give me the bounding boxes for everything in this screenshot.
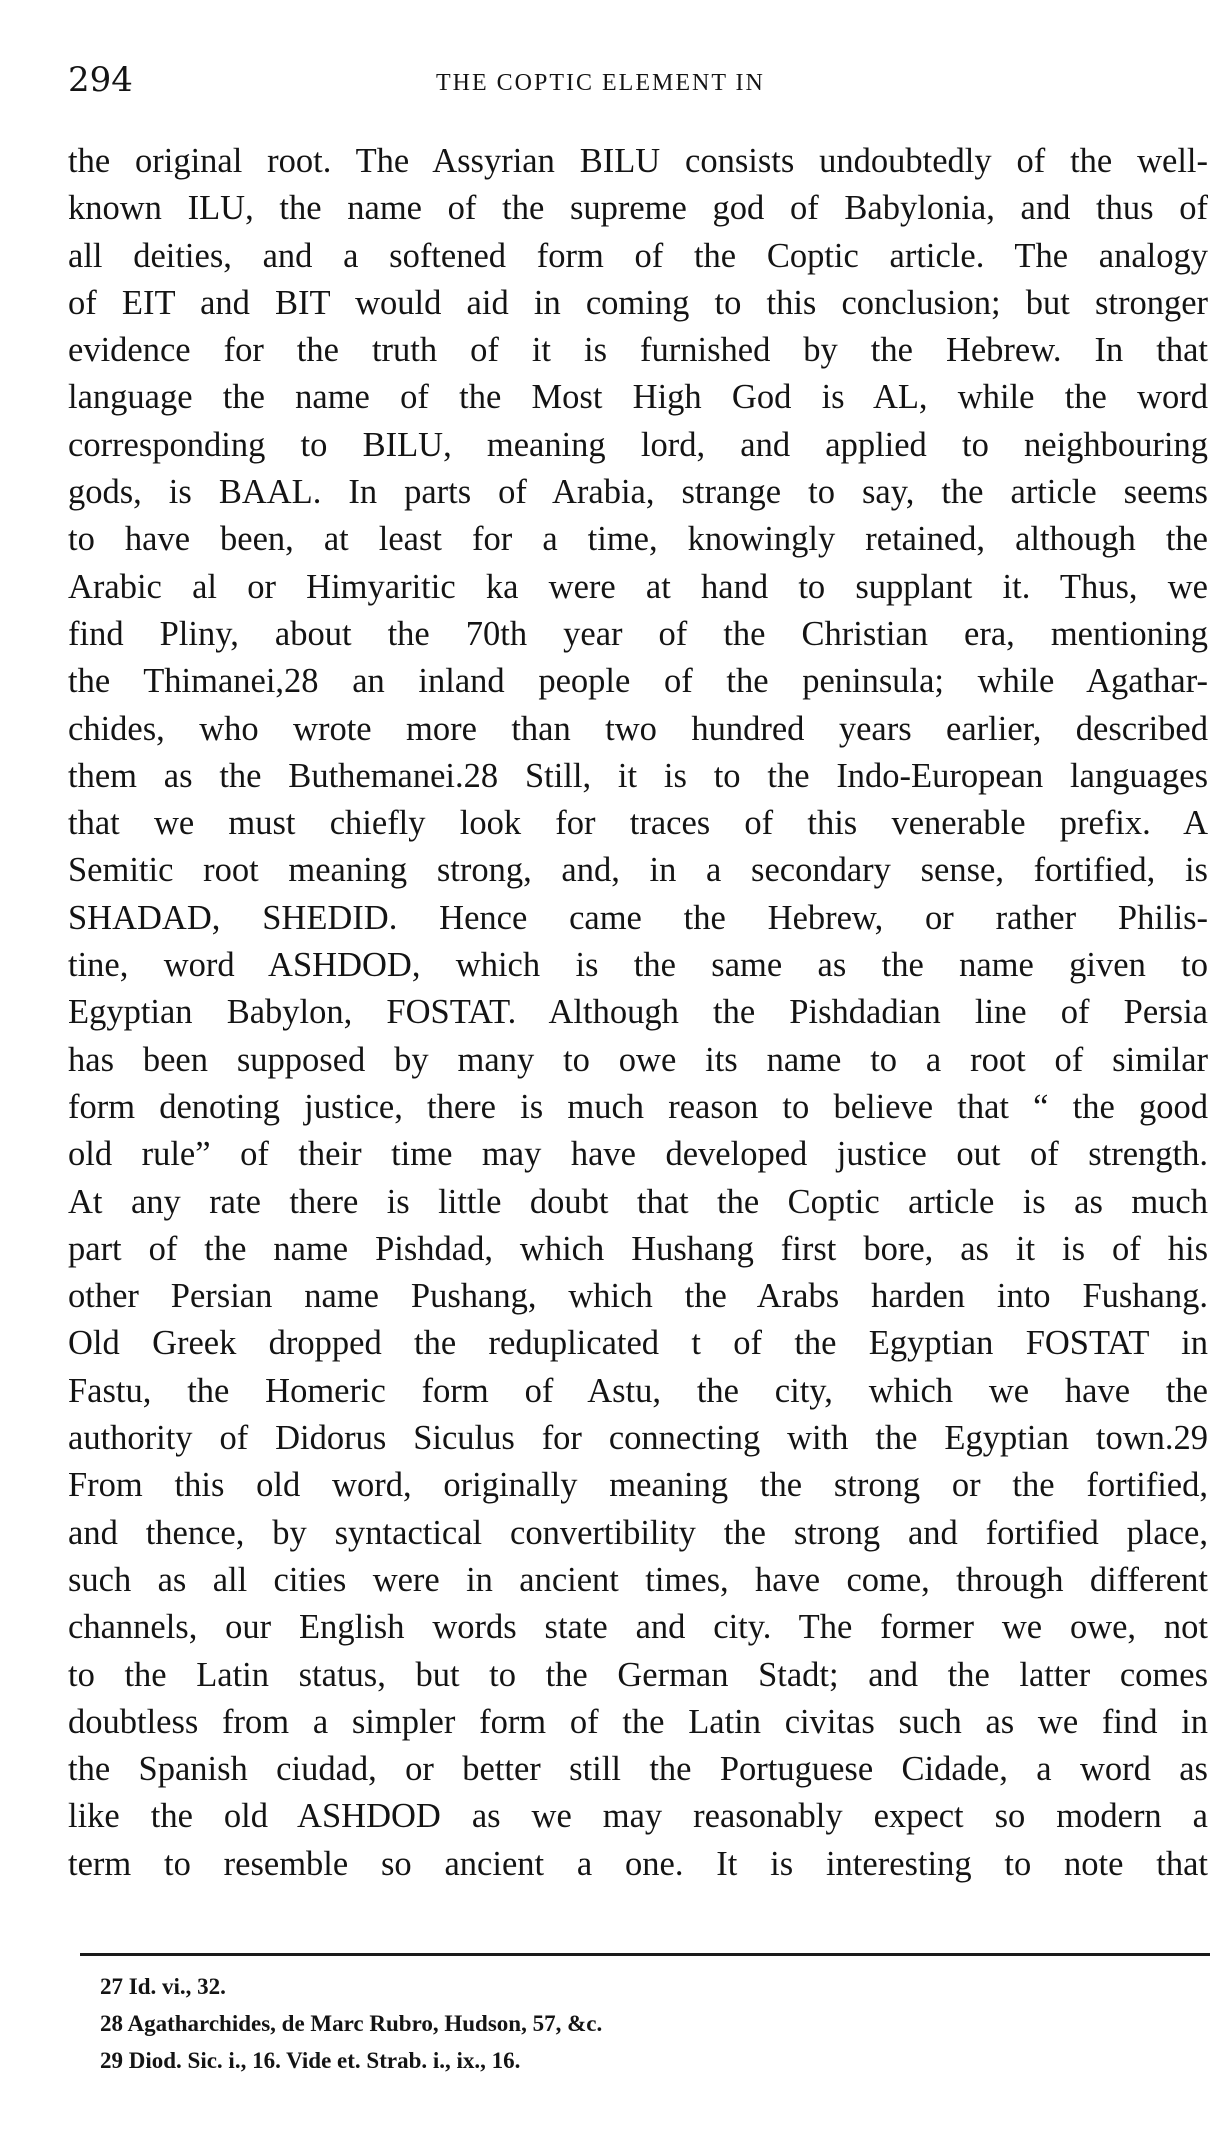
- text-line: language the name of the Most High God is AL, while the word: [68, 378, 1208, 417]
- text-line: such as all cities were in ancient times, have come, through different: [68, 1560, 1208, 1599]
- text-line: Semitic root meaning strong, and, in a secondary sense, fortified, is: [68, 851, 1208, 890]
- text-line: Old Greek dropped the reduplicated t of the Egyptian FOSTAT in: [68, 1324, 1208, 1363]
- text-line: corresponding to BILU, meaning lord, and applied to neighbouring: [68, 425, 1208, 464]
- text-line: SHADAD, SHEDID. Hence came the Hebrew, or rather Philis-: [68, 898, 1208, 937]
- text-line: Egyptian Babylon, FOSTAT. Although the Pishdadian line of Persia: [68, 993, 1208, 1032]
- text-line: At any rate there is little doubt that the Coptic article is as much: [68, 1182, 1208, 1221]
- text-line: term to resemble so ancient a one. It is interesting to note that: [68, 1844, 1208, 1883]
- text-line: evidence for the truth of it is furnished by the Hebrew. In that: [68, 331, 1208, 370]
- text-line: of EIT and BIT would aid in coming to this conclusion; but stronger: [68, 283, 1208, 322]
- page-number: 294: [68, 60, 133, 100]
- running-head: THE COPTIC ELEMENT IN: [436, 70, 765, 96]
- text-line: them as the Buthemanei.28 Still, it is to the Indo-European languages: [68, 756, 1208, 795]
- text-line: channels, our English words state and city. The former we owe, not: [68, 1608, 1208, 1647]
- text-line: doubtless from a simpler form of the Latin civitas such as we find in: [68, 1702, 1208, 1741]
- text-line: gods, is BAAL. In parts of Arabia, strange to say, the article seems: [68, 473, 1208, 512]
- text-line: known ILU, the name of the supreme god of Babylonia, and thus of: [68, 189, 1208, 228]
- text-line: authority of Didorus Siculus for connecting with the Egyptian town.29: [68, 1419, 1208, 1458]
- text-line: like the old ASHDOD as we may reasonably expect so modern a: [68, 1797, 1208, 1836]
- text-line: part of the name Pishdad, which Hushang first bore, as it is of his: [68, 1229, 1208, 1268]
- text-line: old rule” of their time may have developed justice out of strength.: [68, 1135, 1208, 1174]
- text-line: all deities, and a softened form of the Coptic article. The analogy: [68, 236, 1208, 275]
- footnote-27: 27 Id. vi., 32.: [100, 1974, 226, 1999]
- footnote-rule: [80, 1953, 1210, 1956]
- text-line: has been supposed by many to owe its name to a root of similar: [68, 1040, 1208, 1079]
- text-line: that we must chiefly look for traces of this venerable prefix. A: [68, 804, 1208, 843]
- text-line: to have been, at least for a time, knowingly retained, although the: [68, 520, 1208, 559]
- footnotes: [100, 1968, 1200, 2079]
- footnote-28: 28 Agatharchides, de Marc Rubro, Hudson, 57, &c.: [100, 2011, 603, 2036]
- text-line: form denoting justice, there is much reason to believe that “ the good: [68, 1087, 1208, 1126]
- text-line: and thence, by syntactical convertibility the strong and fortified place,: [68, 1513, 1208, 1552]
- text-line: tine, word ASHDOD, which is the same as the name given to: [68, 946, 1208, 985]
- text-line: other Persian name Pushang, which the Arabs harden into Fushang.: [68, 1277, 1208, 1316]
- text-line: chides, who wrote more than two hundred years earlier, described: [68, 709, 1208, 748]
- text-line: From this old word, originally meaning the strong or the fortified,: [68, 1466, 1208, 1505]
- text-line: Arabic al or Himyaritic ka were at hand to supplant it. Thus, we: [68, 567, 1208, 606]
- text-line: the Spanish ciudad, or better still the Portuguese Cidade, a word as: [68, 1750, 1208, 1789]
- text-line: the original root. The Assyrian BILU consists undoubtedly of the well-: [68, 142, 1208, 180]
- text-line: to the Latin status, but to the German Stadt; and the latter comes: [68, 1655, 1208, 1694]
- footnote-29: 29 Diod. Sic. i., 16. Vide et. Strab. i., ix., 16.: [100, 2048, 521, 2073]
- body-text: [68, 138, 1208, 1888]
- text-line: find Pliny, about the 70th year of the Christian era, mentioning: [68, 614, 1208, 653]
- text-line: Fastu, the Homeric form of Astu, the city, which we have the: [68, 1371, 1208, 1410]
- text-line: the Thimanei,28 an inland people of the peninsula; while Agathar-: [68, 662, 1208, 701]
